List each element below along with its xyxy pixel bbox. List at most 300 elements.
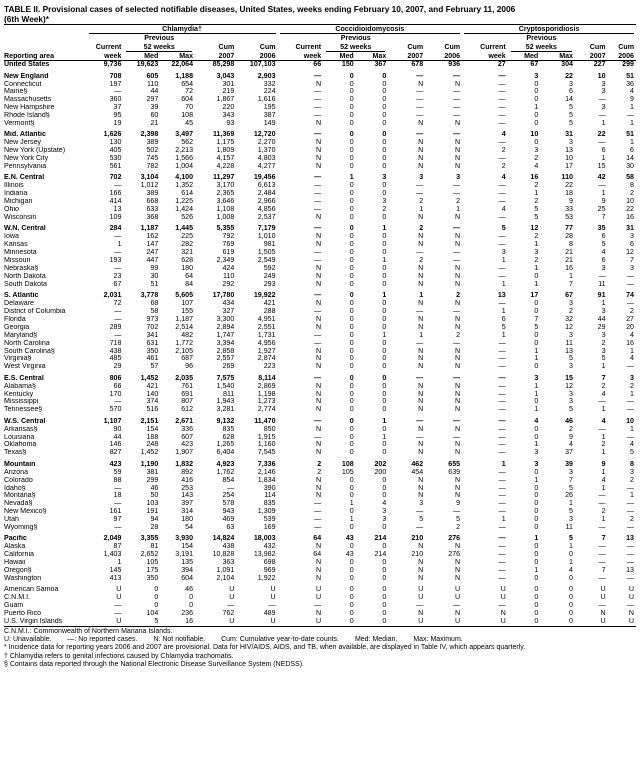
value-cell: N bbox=[418, 398, 424, 406]
value-cell: 6,404 bbox=[216, 449, 235, 457]
value-cell: 0 bbox=[154, 594, 159, 602]
value-cell: 2,049 bbox=[103, 535, 122, 543]
value-cell: 8 bbox=[569, 241, 573, 249]
value-cell: — bbox=[498, 72, 506, 80]
value-cell: 11,369 bbox=[213, 131, 235, 139]
value-cell: — bbox=[314, 339, 322, 347]
value-cell: 374 bbox=[146, 398, 159, 406]
value-cell: 0 bbox=[349, 264, 354, 272]
reporting-area-label: Reporting area bbox=[4, 52, 87, 61]
value-cell: 1,867 bbox=[216, 96, 235, 104]
value-cell: 1 bbox=[630, 120, 634, 128]
value-cell: 628 bbox=[222, 433, 235, 441]
value-cell: 3,300 bbox=[216, 315, 235, 323]
value-cell: 2 bbox=[534, 198, 539, 206]
reporting-area-cell: Montana§ bbox=[4, 492, 36, 500]
value-cell: 0 bbox=[349, 390, 354, 398]
value-cell: 2 bbox=[456, 198, 461, 206]
table-row bbox=[4, 81, 636, 89]
value-cell: — bbox=[314, 331, 322, 339]
value-cell: 0 bbox=[382, 543, 387, 551]
value-cell: U bbox=[195, 618, 236, 626]
value-cell: 0 bbox=[540, 618, 575, 626]
value-cell: 4 bbox=[501, 174, 506, 182]
reporting-area-cell: New York City bbox=[4, 155, 49, 163]
value-cell: 1,188 bbox=[175, 72, 194, 80]
reporting-area-cell: New Jersey bbox=[4, 139, 42, 147]
value-cell: 1,265 bbox=[216, 441, 235, 449]
value-cell: 0 bbox=[534, 602, 539, 610]
value-cell: 854 bbox=[222, 476, 235, 484]
reporting-area-cell: West Virginia bbox=[4, 363, 46, 371]
value-cell: 432 bbox=[263, 543, 276, 551]
value-cell: 1 bbox=[501, 307, 506, 315]
value-cell: 1,198 bbox=[257, 390, 276, 398]
value-cell: 0 bbox=[349, 96, 354, 104]
value-cell: 8 bbox=[630, 182, 634, 190]
value-cell: 2 bbox=[630, 190, 634, 198]
value-cell: 0 bbox=[382, 441, 387, 449]
value-cell: 5 bbox=[569, 104, 573, 112]
value-cell: U bbox=[270, 594, 276, 602]
value-cell: 0 bbox=[382, 484, 387, 492]
value-cell: 0 bbox=[382, 363, 387, 371]
value-cell: N bbox=[418, 315, 424, 323]
value-cell: N bbox=[316, 390, 322, 398]
value-cell: 30 bbox=[626, 163, 634, 171]
value-cell: 2 bbox=[601, 441, 606, 449]
reporting-area-cell: New Hampshire bbox=[4, 104, 55, 112]
value-cell: 0 bbox=[382, 315, 387, 323]
value-cell: 3 bbox=[501, 249, 506, 257]
value-cell: 77 bbox=[565, 225, 573, 233]
reporting-area-cell: Alaska bbox=[4, 543, 26, 551]
value-cell: 0 bbox=[349, 543, 354, 551]
value-cell: 7,179 bbox=[257, 225, 276, 233]
value-cell: N bbox=[454, 300, 461, 308]
value-cell: N bbox=[418, 355, 424, 363]
value-cell: 18,003 bbox=[253, 535, 276, 543]
value-cell: U bbox=[316, 594, 322, 602]
value-cell: — bbox=[498, 139, 506, 147]
med-label: Med bbox=[123, 52, 160, 61]
value-cell: 0 bbox=[382, 398, 387, 406]
value-cell: 39 bbox=[150, 104, 159, 112]
value-cell: 51 bbox=[626, 72, 634, 80]
value-cell: — bbox=[626, 112, 634, 120]
value-cell: 188 bbox=[146, 433, 159, 441]
value-cell: 43 bbox=[345, 551, 354, 559]
value-cell: — bbox=[498, 241, 506, 249]
value-cell: 1,187 bbox=[140, 225, 159, 233]
value-cell: 21 bbox=[565, 249, 573, 257]
value-cell: 485 bbox=[109, 355, 122, 363]
value-cell: 0 bbox=[349, 206, 354, 214]
value-cell: 0 bbox=[569, 594, 573, 602]
reporting-area-cell: New Mexico§ bbox=[4, 508, 47, 516]
weeks52-label: 52 weeks bbox=[326, 43, 385, 52]
value-cell: 44 bbox=[150, 88, 159, 96]
value-cell: — bbox=[626, 543, 634, 551]
value-cell: — bbox=[453, 417, 461, 425]
value-cell: U bbox=[229, 586, 235, 594]
value-cell: 368 bbox=[146, 214, 159, 221]
value-cell: U bbox=[87, 618, 124, 626]
value-cell: 3 bbox=[534, 72, 539, 80]
table-row bbox=[4, 500, 636, 508]
value-cell: — bbox=[498, 347, 506, 355]
value-cell: 0 bbox=[382, 214, 387, 221]
value-cell: N bbox=[454, 559, 461, 567]
reporting-area-cell: Ohio bbox=[4, 206, 19, 214]
value-cell: — bbox=[498, 441, 506, 449]
value-cell: 6,613 bbox=[257, 182, 276, 190]
value-cell: 5 bbox=[501, 225, 506, 233]
table-row bbox=[4, 586, 636, 594]
cum-label: Cum bbox=[259, 43, 276, 52]
value-cell: 2 bbox=[456, 292, 461, 300]
value-cell: 0 bbox=[534, 508, 539, 516]
value-cell: 1 bbox=[601, 406, 606, 414]
value-cell: 1,731 bbox=[257, 331, 276, 339]
value-cell: U bbox=[270, 586, 276, 594]
table-row bbox=[4, 190, 636, 198]
value-cell: 64 bbox=[185, 272, 194, 280]
value-cell: 63 bbox=[226, 524, 235, 532]
value-cell: 782 bbox=[146, 163, 159, 171]
value-cell: U bbox=[418, 586, 424, 594]
value-cell: — bbox=[114, 249, 122, 257]
value-cell: 293 bbox=[263, 280, 276, 288]
reporting-area-cell: Mid. Atlantic bbox=[4, 131, 46, 139]
reporting-area-cell: Nevada§ bbox=[4, 500, 33, 508]
value-cell: 60 bbox=[150, 112, 159, 120]
value-cell: N bbox=[316, 323, 322, 331]
value-cell: N bbox=[316, 425, 322, 433]
reporting-area-cell: Tennessee§ bbox=[4, 406, 43, 414]
value-cell: 3 bbox=[534, 460, 539, 468]
value-cell: 489 bbox=[263, 610, 276, 618]
table-row bbox=[4, 355, 636, 363]
value-cell: 1 bbox=[534, 280, 539, 288]
value-cell: 6 bbox=[501, 315, 506, 323]
value-cell: 0 bbox=[534, 500, 539, 508]
value-cell: 343 bbox=[222, 112, 235, 120]
value-cell: 4 bbox=[382, 500, 387, 508]
value-cell: — bbox=[314, 104, 322, 112]
value-cell: 702 bbox=[109, 174, 122, 182]
value-cell: 2,537 bbox=[257, 214, 276, 221]
value-cell: — bbox=[498, 264, 506, 272]
reporting-area-cell: North Carolina bbox=[4, 339, 50, 347]
value-cell: 162 bbox=[146, 233, 159, 241]
value-cell: — bbox=[626, 363, 634, 371]
subtitle-line: (6th Week)* bbox=[4, 14, 50, 24]
value-cell: 1 bbox=[534, 355, 539, 363]
value-cell: 350 bbox=[146, 574, 159, 582]
value-cell: 806 bbox=[109, 374, 122, 382]
value-cell: 0 bbox=[534, 559, 539, 567]
value-cell: 219 bbox=[222, 88, 235, 96]
value-cell: U bbox=[388, 618, 425, 626]
reporting-area-cell: Nebraska§ bbox=[4, 264, 39, 272]
value-cell: 10 bbox=[565, 155, 573, 163]
value-cell: N bbox=[316, 382, 322, 390]
value-cell: 0 bbox=[349, 406, 354, 414]
value-cell: 18 bbox=[565, 190, 573, 198]
value-cell: — bbox=[626, 280, 634, 288]
table-row bbox=[4, 418, 636, 426]
value-cell: 0 bbox=[534, 300, 539, 308]
value-cell: 0 bbox=[349, 280, 354, 288]
value-cell: U bbox=[418, 594, 424, 602]
value-cell: N bbox=[418, 120, 424, 128]
value-cell: 2 bbox=[630, 476, 634, 484]
value-cell: 0 bbox=[382, 147, 387, 155]
value-cell: — bbox=[498, 190, 506, 198]
value-cell: — bbox=[114, 264, 122, 272]
abbrev-unavailable: U: Unavailable. bbox=[4, 636, 52, 644]
value-cell: — bbox=[453, 190, 461, 198]
value-cell: 0 bbox=[534, 120, 539, 128]
abbrev-max: Max: Maximum. bbox=[413, 636, 463, 644]
value-cell: 0 bbox=[349, 574, 354, 582]
value-cell: 3 bbox=[569, 390, 573, 398]
value-cell: 1 bbox=[601, 363, 606, 371]
value-cell: 1 bbox=[630, 139, 634, 147]
value-cell: 7 bbox=[601, 567, 606, 575]
value-cell: 22 bbox=[565, 182, 573, 190]
value-cell: 12 bbox=[530, 225, 539, 233]
value-cell: 7 bbox=[601, 535, 606, 543]
value-cell: 3 bbox=[534, 449, 539, 457]
value-cell: 1 bbox=[601, 449, 606, 457]
value-cell: 3 bbox=[382, 174, 387, 182]
value-cell: N bbox=[418, 363, 424, 371]
value-cell: 0 bbox=[349, 72, 354, 80]
value-cell: 0 bbox=[382, 374, 387, 382]
value-cell: 248 bbox=[146, 441, 159, 449]
value-cell: 15 bbox=[565, 374, 573, 382]
value-cell: 66 bbox=[313, 60, 322, 69]
value-cell: 3 bbox=[382, 516, 387, 524]
value-cell: 405 bbox=[109, 147, 122, 155]
value-cell: N bbox=[316, 398, 322, 406]
value-cell: — bbox=[227, 484, 235, 492]
value-cell: 88 bbox=[113, 476, 122, 484]
value-cell: 3 bbox=[419, 500, 424, 508]
value-cell: U bbox=[500, 594, 506, 602]
value-cell: 94 bbox=[150, 516, 159, 524]
value-cell: U bbox=[278, 618, 324, 626]
value-cell: 0 bbox=[534, 524, 539, 532]
value-cell: — bbox=[416, 524, 424, 532]
value-cell: 36 bbox=[626, 80, 634, 88]
value-cell: 1 bbox=[382, 417, 387, 425]
value-cell: 612 bbox=[181, 406, 194, 414]
value-cell: 3 bbox=[569, 80, 573, 88]
value-cell: — bbox=[626, 398, 634, 406]
value-cell: 0 bbox=[349, 339, 354, 347]
value-cell: — bbox=[498, 567, 506, 575]
value-cell: — bbox=[626, 559, 634, 567]
value-cell: 1 bbox=[419, 331, 424, 339]
value-cell: N bbox=[454, 574, 461, 582]
value-cell: 3,930 bbox=[175, 535, 194, 543]
value-cell: 1,943 bbox=[216, 398, 235, 406]
value-cell: N bbox=[454, 484, 461, 492]
value-cell: 2,874 bbox=[257, 355, 276, 363]
value-cell: 360 bbox=[109, 96, 122, 104]
table-row bbox=[4, 492, 636, 500]
value-cell: N bbox=[316, 163, 322, 171]
value-cell: 64 bbox=[313, 535, 322, 543]
reporting-area-cell: Indiana bbox=[4, 190, 28, 198]
value-cell: N bbox=[418, 559, 424, 567]
value-cell: 103 bbox=[146, 500, 159, 508]
value-cell: 1 bbox=[534, 241, 539, 249]
value-cell: U bbox=[462, 618, 508, 626]
value-cell: 3,191 bbox=[175, 551, 194, 559]
value-cell: — bbox=[498, 363, 506, 371]
value-cell: 2 bbox=[534, 233, 539, 241]
value-cell: 943 bbox=[222, 508, 235, 516]
value-cell: 202 bbox=[374, 460, 387, 468]
value-cell: — bbox=[453, 88, 461, 96]
value-cell: 892 bbox=[181, 468, 194, 476]
value-cell: N bbox=[418, 492, 424, 500]
value-cell: 1,566 bbox=[175, 155, 194, 163]
reporting-area-cell: Colorado bbox=[4, 476, 33, 484]
table-row bbox=[4, 120, 636, 128]
value-cell: N bbox=[454, 347, 461, 355]
reporting-area-cell: Kansas bbox=[4, 241, 28, 249]
table-row bbox=[4, 308, 636, 316]
value-cell: 0 bbox=[534, 96, 539, 104]
value-cell: 70 bbox=[185, 104, 194, 112]
value-cell: 19,623 bbox=[136, 60, 159, 69]
value-cell: 6 bbox=[601, 233, 606, 241]
value-cell: — bbox=[314, 524, 322, 532]
value-cell: N bbox=[316, 543, 322, 551]
value-cell: 0 bbox=[349, 139, 354, 147]
table-row bbox=[4, 441, 636, 449]
value-cell: 169 bbox=[263, 524, 276, 532]
value-cell: 7 bbox=[569, 476, 573, 484]
value-cell: 0 bbox=[349, 241, 354, 249]
value-cell: 13,982 bbox=[253, 551, 276, 559]
value-cell: 46 bbox=[565, 417, 573, 425]
value-cell: — bbox=[498, 355, 506, 363]
value-cell: 87 bbox=[113, 543, 122, 551]
value-cell: 314 bbox=[181, 508, 194, 516]
table-row bbox=[4, 214, 636, 222]
value-cell: 332 bbox=[263, 80, 276, 88]
value-cell: — bbox=[626, 551, 634, 559]
value-cell: 424 bbox=[222, 264, 235, 272]
value-cell: 85,298 bbox=[212, 60, 235, 69]
value-cell: — bbox=[114, 610, 122, 618]
table-row bbox=[4, 273, 636, 281]
table-row bbox=[4, 567, 636, 575]
value-cell: 389 bbox=[146, 139, 159, 147]
value-cell: 2,365 bbox=[216, 190, 235, 198]
value-cell: 3,104 bbox=[140, 174, 159, 182]
year-2007-label: 2007 bbox=[575, 52, 608, 61]
value-cell: 46 bbox=[185, 586, 194, 594]
value-cell: 973 bbox=[146, 315, 159, 323]
value-cell: 147 bbox=[146, 241, 159, 249]
value-cell: 16 bbox=[626, 339, 634, 347]
value-cell: 13 bbox=[497, 292, 506, 300]
reporting-area-cell: U.S. Virgin Islands bbox=[4, 618, 87, 626]
value-cell: 5 bbox=[569, 112, 573, 120]
value-cell: 1,927 bbox=[257, 347, 276, 355]
value-cell: — bbox=[498, 492, 506, 500]
value-cell: 74 bbox=[626, 292, 634, 300]
value-cell: — bbox=[498, 425, 506, 433]
value-cell: 11,297 bbox=[213, 174, 235, 182]
value-cell: 1 bbox=[601, 433, 606, 441]
value-cell: 1 bbox=[501, 280, 506, 288]
value-cell: 0 bbox=[349, 484, 354, 492]
value-cell: 28 bbox=[150, 524, 159, 532]
value-cell: 0 bbox=[382, 406, 387, 414]
value-cell: 4 bbox=[534, 163, 539, 171]
value-cell: 108 bbox=[181, 112, 194, 120]
value-cell: 0 bbox=[349, 257, 354, 265]
value-cell: 0 bbox=[382, 347, 387, 355]
value-cell: 341 bbox=[146, 331, 159, 339]
value-cell: — bbox=[498, 398, 506, 406]
value-cell: 1 bbox=[534, 382, 539, 390]
value-cell: 1 bbox=[349, 516, 354, 524]
value-cell: 0 bbox=[349, 131, 354, 139]
value-cell: 807 bbox=[181, 398, 194, 406]
value-cell: N bbox=[316, 484, 322, 492]
value-cell: 2,671 bbox=[175, 417, 194, 425]
value-cell: — bbox=[416, 96, 424, 104]
reporting-area-cell: Rhode Island§ bbox=[4, 112, 50, 120]
value-cell: 1 bbox=[569, 543, 573, 551]
value-cell: N bbox=[454, 280, 461, 288]
value-cell: 22 bbox=[626, 206, 634, 214]
value-cell: 2 bbox=[501, 147, 506, 155]
value-cell: 1 bbox=[534, 406, 539, 414]
value-cell: 3 bbox=[419, 174, 424, 182]
value-cell: 2 bbox=[534, 257, 539, 265]
reporting-area-cell: Florida bbox=[4, 315, 26, 323]
table-row bbox=[4, 618, 636, 626]
value-cell: — bbox=[498, 155, 506, 163]
value-cell: 4,157 bbox=[216, 155, 235, 163]
value-cell: 16 bbox=[565, 264, 573, 272]
value-cell: — bbox=[626, 484, 634, 492]
reporting-area-cell: Mountain bbox=[4, 460, 36, 468]
value-cell: 0 bbox=[382, 586, 387, 594]
cum-label: Cum bbox=[218, 43, 235, 52]
value-cell: 5 bbox=[569, 484, 573, 492]
table-row bbox=[4, 363, 636, 371]
table-row bbox=[4, 300, 636, 308]
reporting-area-cell: Virginia§ bbox=[4, 355, 32, 363]
value-cell: N bbox=[454, 543, 461, 551]
value-cell: 43 bbox=[345, 535, 354, 543]
value-cell: 387 bbox=[263, 112, 276, 120]
value-cell: 2,146 bbox=[257, 468, 276, 476]
value-cell: 0 bbox=[189, 594, 194, 602]
value-cell: 2,774 bbox=[257, 406, 276, 414]
